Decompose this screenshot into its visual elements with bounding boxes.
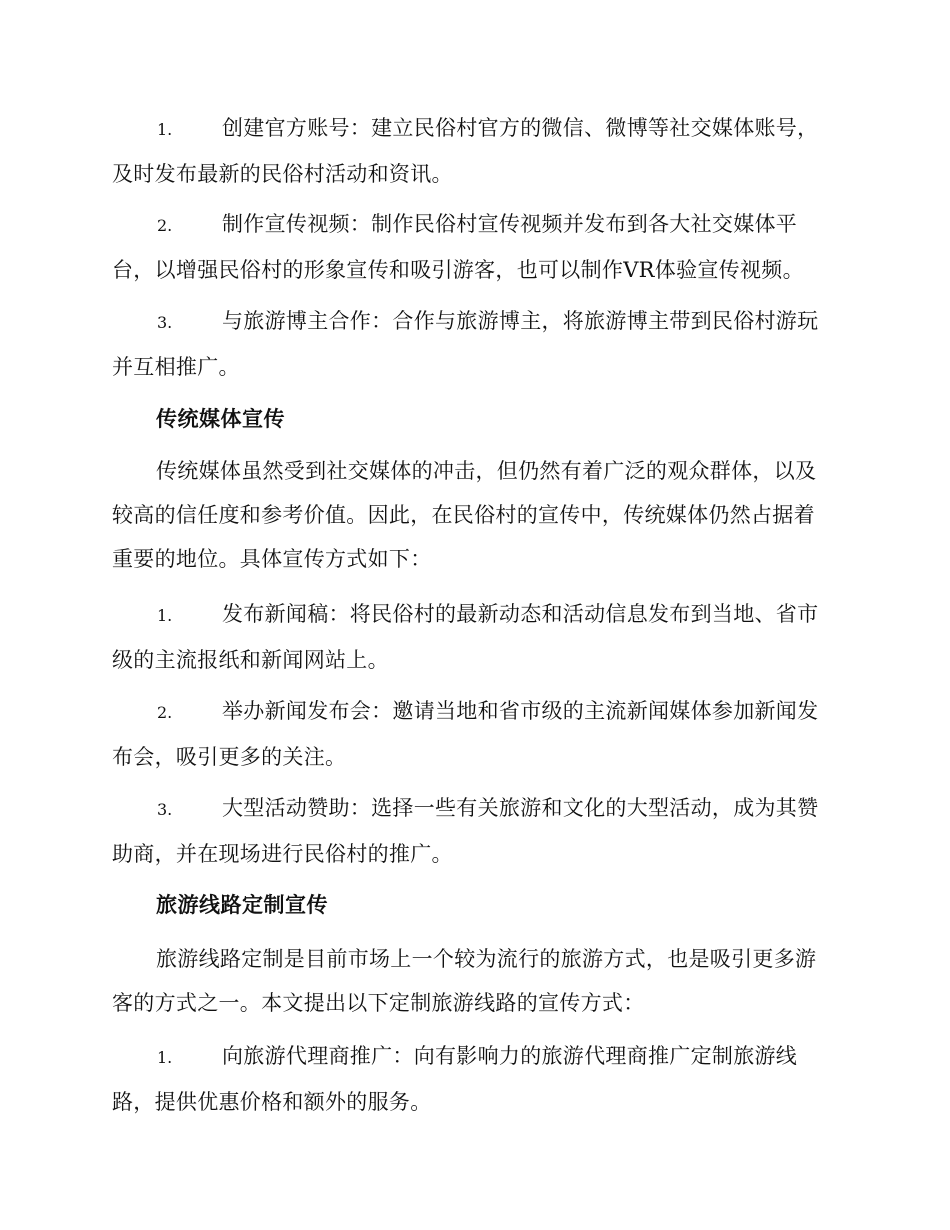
section-heading: 传统媒体宣传: [156, 407, 285, 431]
list-text: 向旅游代理商推广：向有影响力的旅游代理商推广定制旅游线路，提供优惠价格和额外的服务。: [112, 1044, 798, 1114]
list-item: [112, 299, 832, 389]
list-text: 大型活动赞助：选择一些有关旅游和文化的大型活动，成为其赞助商，并在现场进行民俗村的推广。: [112, 796, 819, 866]
list-text: 创建官方账号：建立民俗村官方的微信、微博等社交媒体账号，及时发布最新的民俗村活动和资讯。: [112, 116, 819, 186]
list-number: 2.: [157, 216, 173, 235]
list-number: 1.: [157, 606, 173, 625]
list-number: 2.: [157, 703, 173, 722]
section-heading: 旅游线路定制宣传: [156, 893, 328, 917]
list-number: 3.: [157, 313, 173, 332]
list-text: 发布新闻稿：将民俗村的最新动态和活动信息发布到当地、省市级的主流报纸和新闻网站上。: [112, 602, 819, 672]
list-text: 与旅游博主合作：合作与旅游博主，将旅游博主带到民俗村游玩并互相推广。: [112, 309, 819, 379]
list-item: [112, 786, 832, 876]
list-text: 制作宣传视频：制作民俗村宣传视频并发布到各大社交媒体平台，以增强民俗村的形象宣传和吸引游客，也可以制作VR体验宣传视频。: [112, 212, 804, 282]
list-number: 1.: [157, 1048, 173, 1067]
list-item: [112, 202, 832, 292]
list-item: [112, 689, 832, 779]
paragraph: 传统媒体虽然受到社交媒体的冲击，但仍然有着广泛的观众群体，以及较高的信任度和参考价值。因此，在民俗村的宣传中，传统媒体仍然占据着重要的地位。具体宣传方式如下：: [112, 459, 817, 571]
paragraph: 旅游线路定制是目前市场上一个较为流行的旅游方式，也是吸引更多游客的方式之一。本文提出以下定制旅游线路的宣传方式：: [112, 947, 817, 1015]
list-item: [112, 106, 832, 196]
list-number: 3.: [157, 800, 173, 819]
list-number: 1.: [157, 120, 173, 139]
list-text: 举办新闻发布会：邀请当地和省市级的主流新闻媒体参加新闻发布会，吸引更多的关注。: [112, 699, 819, 769]
list-item: [112, 1034, 832, 1124]
list-item: [112, 592, 832, 682]
